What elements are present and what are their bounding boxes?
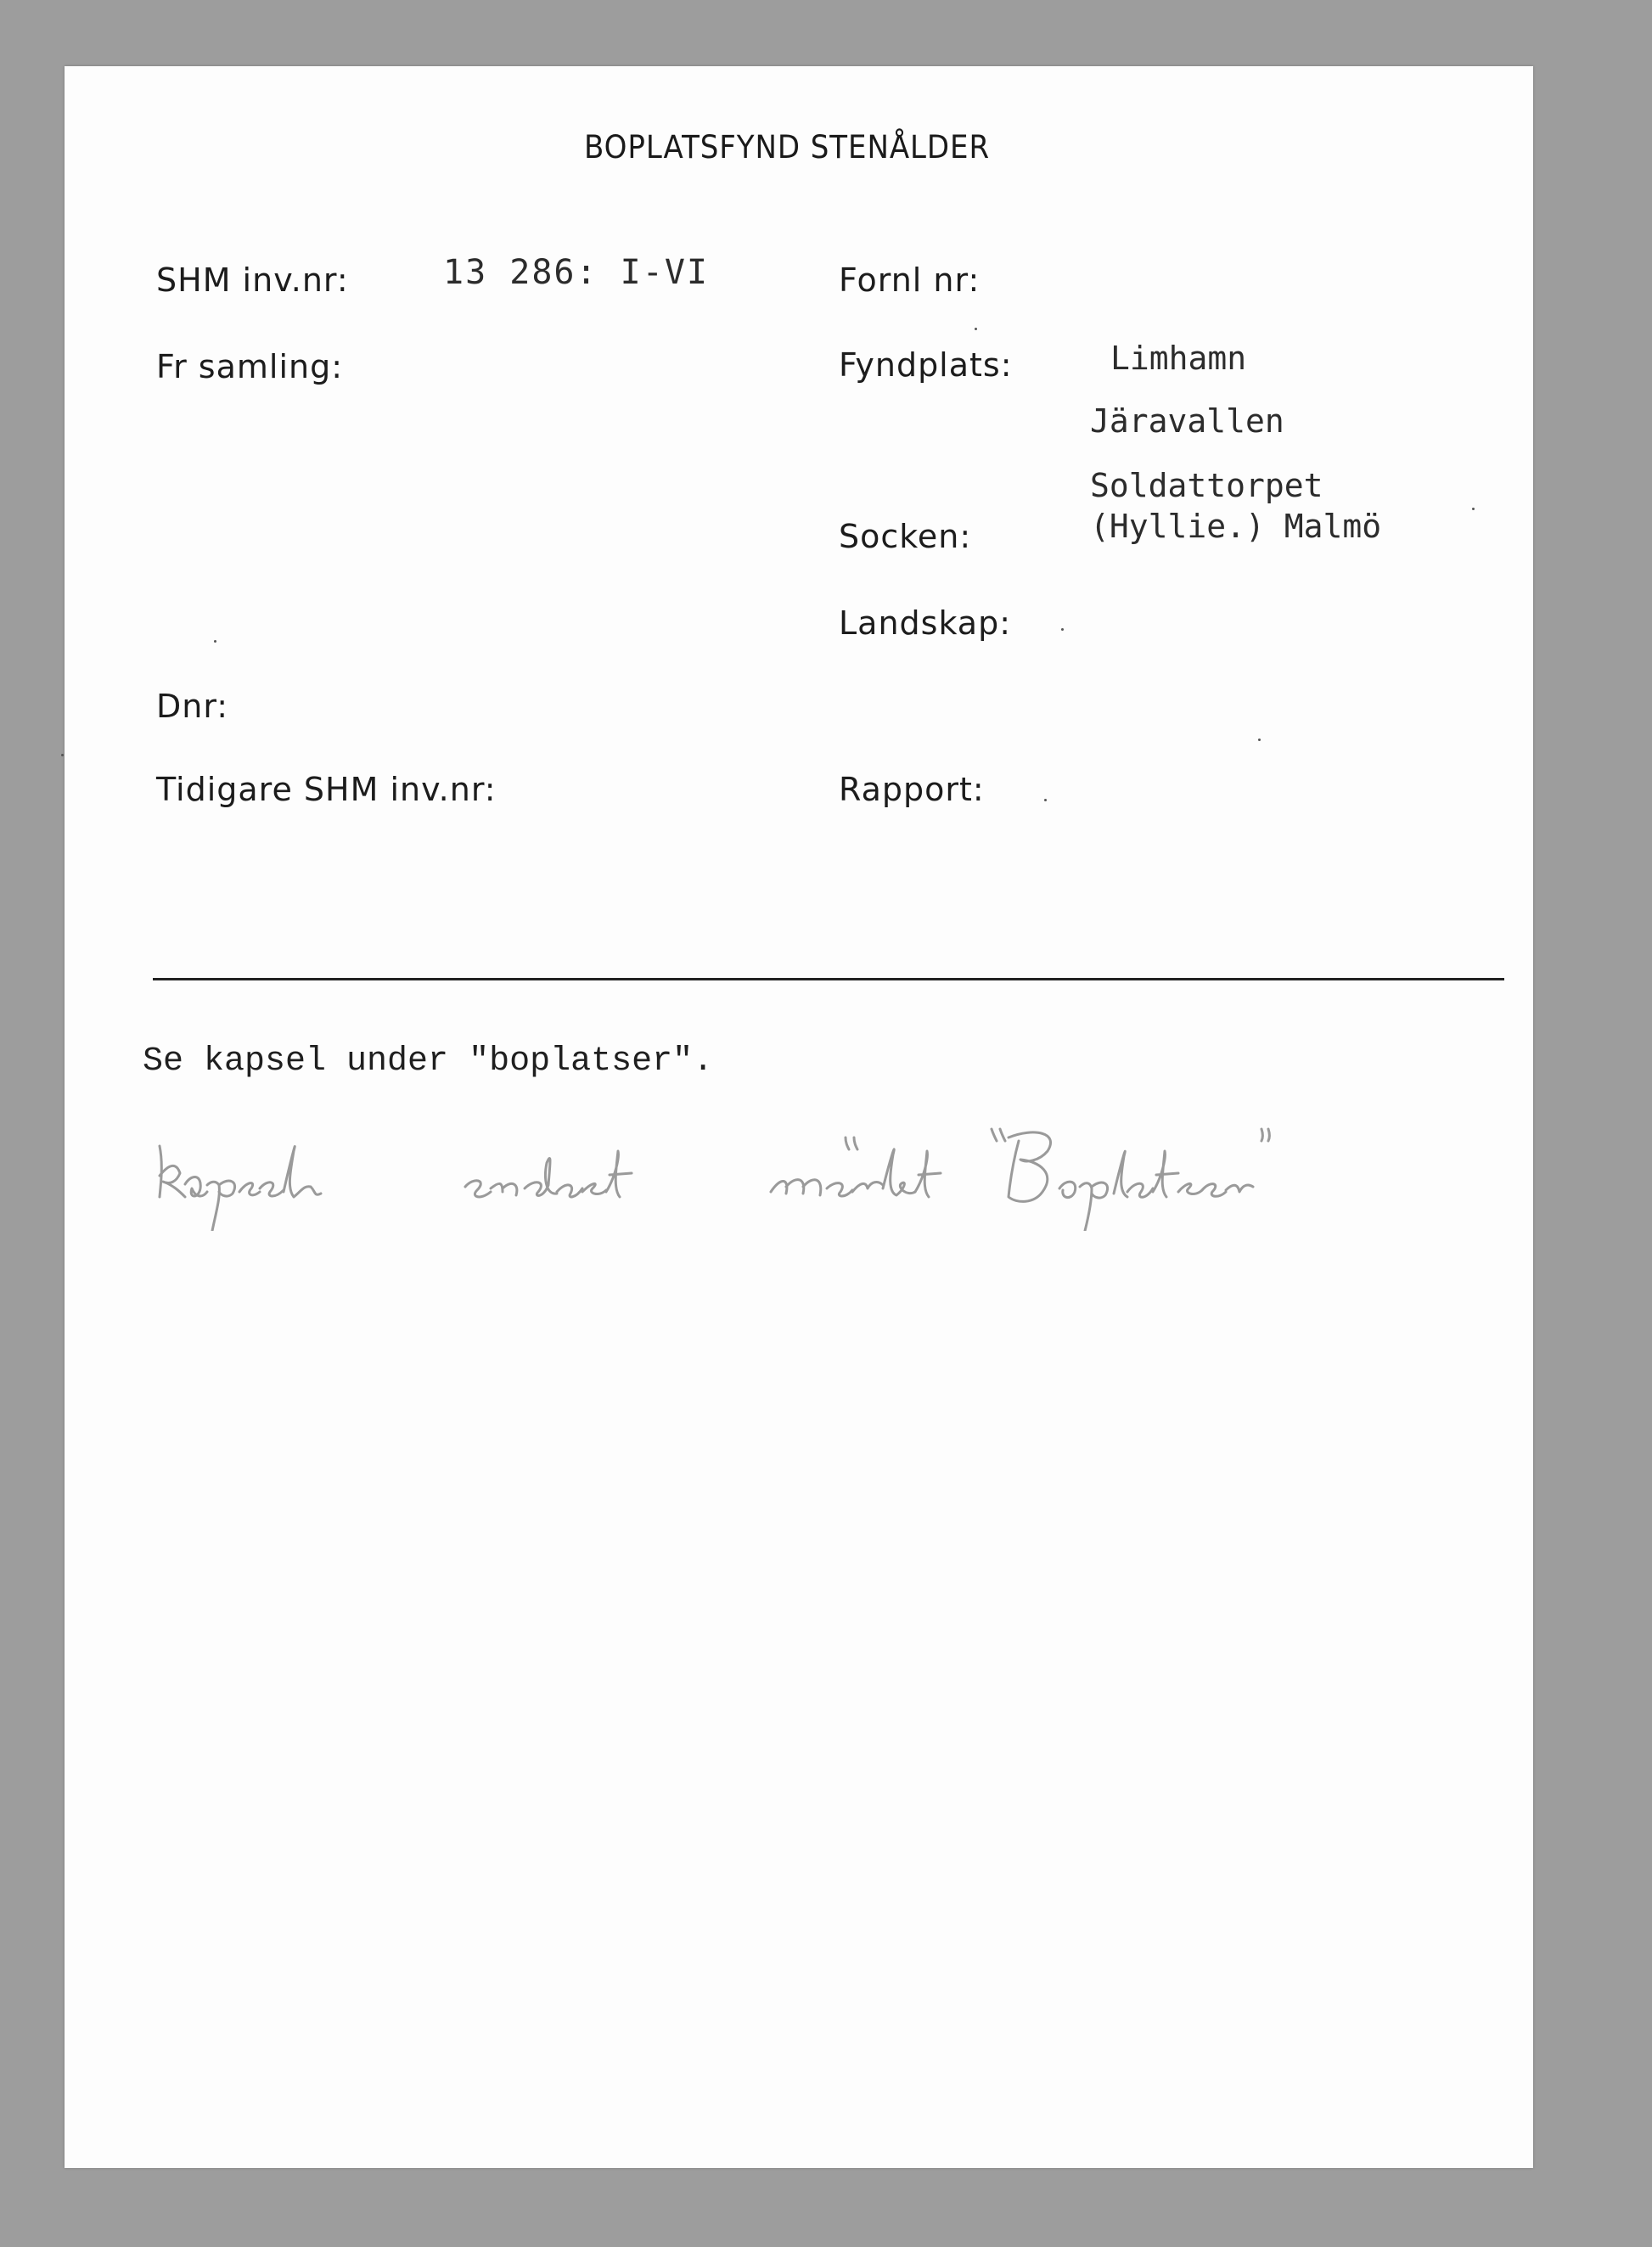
scan-speck <box>1258 739 1261 741</box>
divider-line <box>153 978 1504 980</box>
fr-samling-label: Fr samling: <box>156 348 344 385</box>
scan-speck <box>214 640 216 643</box>
typed-note: Se kapsel under "boplatser". <box>143 1042 714 1081</box>
landskap-label: Landskap: <box>839 604 1012 642</box>
socken-value: (Hyllie.) Malmö <box>1090 508 1382 545</box>
fyndplats-label: Fyndplats: <box>839 346 1013 384</box>
shm-inv-value: 13 286: I-VI <box>443 253 709 292</box>
socken-label: Socken: <box>839 518 972 555</box>
card-title: BOPLATSFYND STENÅLDER <box>584 129 991 166</box>
tidigare-shm-inv-label: Tidigare SHM inv.nr: <box>156 771 497 808</box>
scan-speck <box>61 754 64 756</box>
rapport-label: Rapport: <box>839 771 985 808</box>
fyndplats-line: Limhamn <box>1110 340 1247 377</box>
fornl-nr-label: Fornl nr: <box>839 261 981 299</box>
shm-inv-label: SHM inv.nr: <box>156 261 349 299</box>
scan-speck <box>1472 508 1475 510</box>
dnr-label: Dnr: <box>156 688 229 725</box>
fyndplats-line: Soldattorpet <box>1090 467 1323 504</box>
scan-speck <box>1044 799 1047 801</box>
scan-speck <box>975 328 977 330</box>
handwritten-note <box>151 1104 1374 1231</box>
fyndplats-line: Järavallen <box>1090 402 1284 440</box>
scan-speck <box>1061 628 1064 631</box>
